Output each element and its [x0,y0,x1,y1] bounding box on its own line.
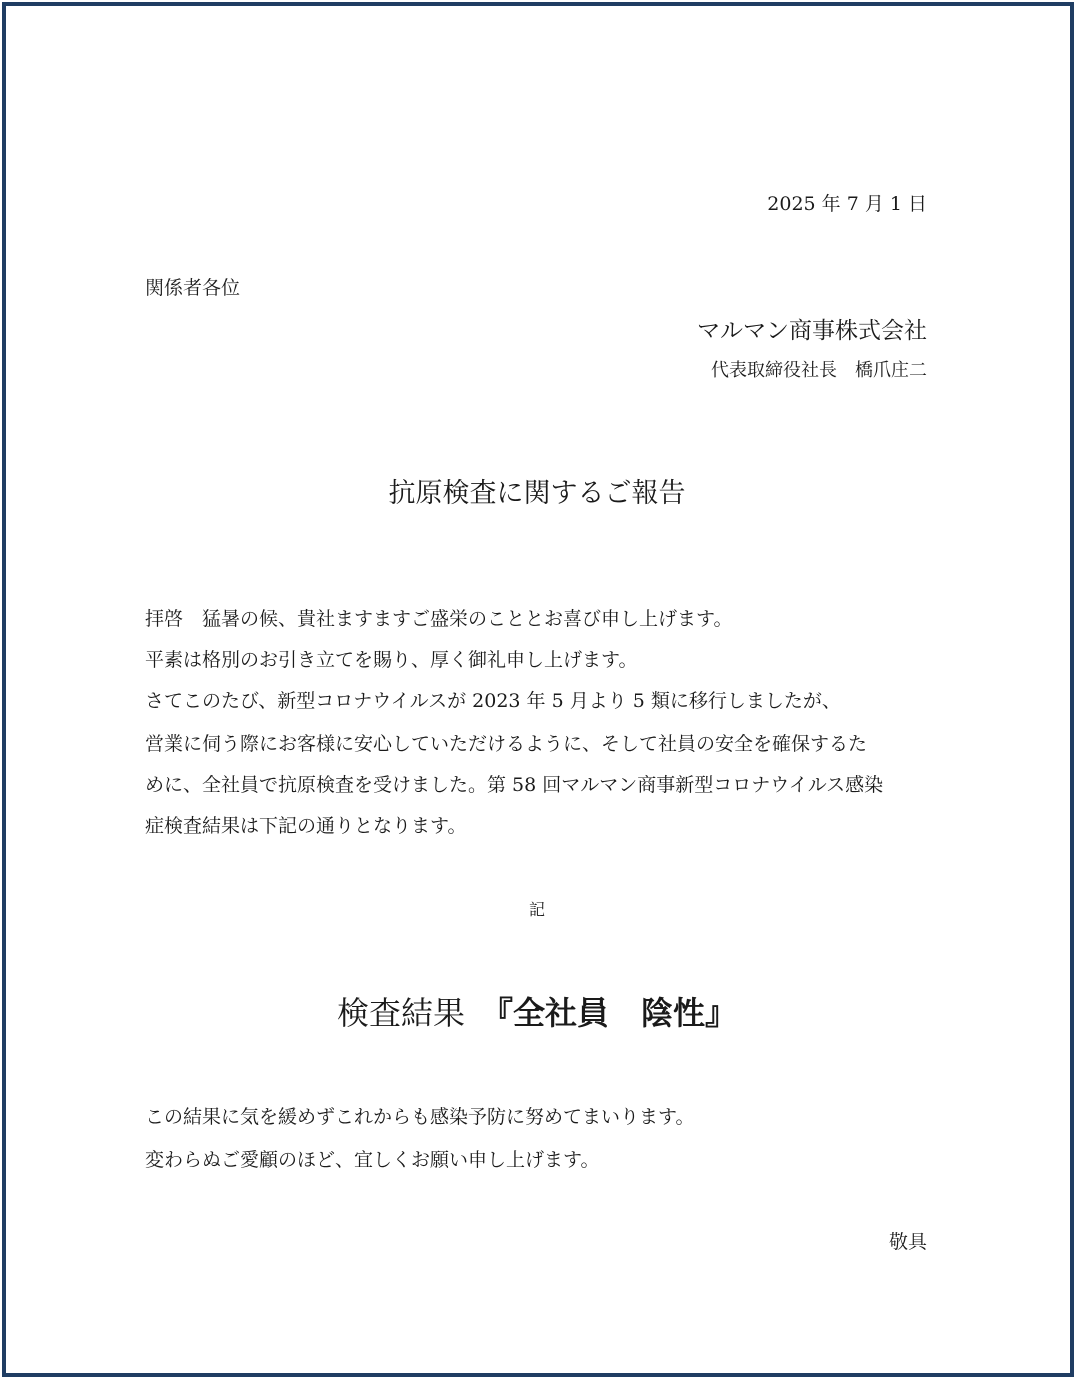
body-line: さてこのたび、新型コロナウイルスが 2023 年 5 月より 5 類に移行しましたが、 [145,690,841,712]
ki-marker: 記 [528,900,545,919]
body-line: 平素は格別のお引き立てを賜り、厚く御礼申し上げます。 [145,649,638,671]
sender-company: マルマン商事株式会社 [697,318,927,344]
body-line: 営業に伺う際にお客様に安心していただけるように、そして社員の安全を確保するた [145,733,868,755]
test-result-label: 検査結果 [336,994,497,1032]
body-line: 拝啓 猛暑の候、貴社ますますご盛栄のこととお喜び申し上げます。 [145,608,733,630]
sender-representative: 代表取締役社長 橋爪庄二 [711,360,927,381]
body-line: 症検査結果は下記の通りとなります。 [145,815,467,837]
test-result-value: 『全社員 陰性』 [497,994,738,1032]
test-result [0,994,1074,1032]
document-title: 抗原検査に関するご報告 [388,478,686,509]
conclusion-line: 変わらぬご愛顧のほど、宜しくお願い申し上げます。 [145,1149,600,1171]
body-line: めに、全社員で抗原検査を受けました。第 58 回マルマン商事新型コロナウイルス感染 [145,774,884,796]
addressee: 関係者各位 [145,277,241,299]
conclusion-line: この結果に気を緩めずこれからも感染予防に努めてまいります。 [145,1106,695,1128]
document-date: 2025 年 7 月 1 日 [767,193,927,215]
closing-word: 敬具 [888,1231,927,1253]
